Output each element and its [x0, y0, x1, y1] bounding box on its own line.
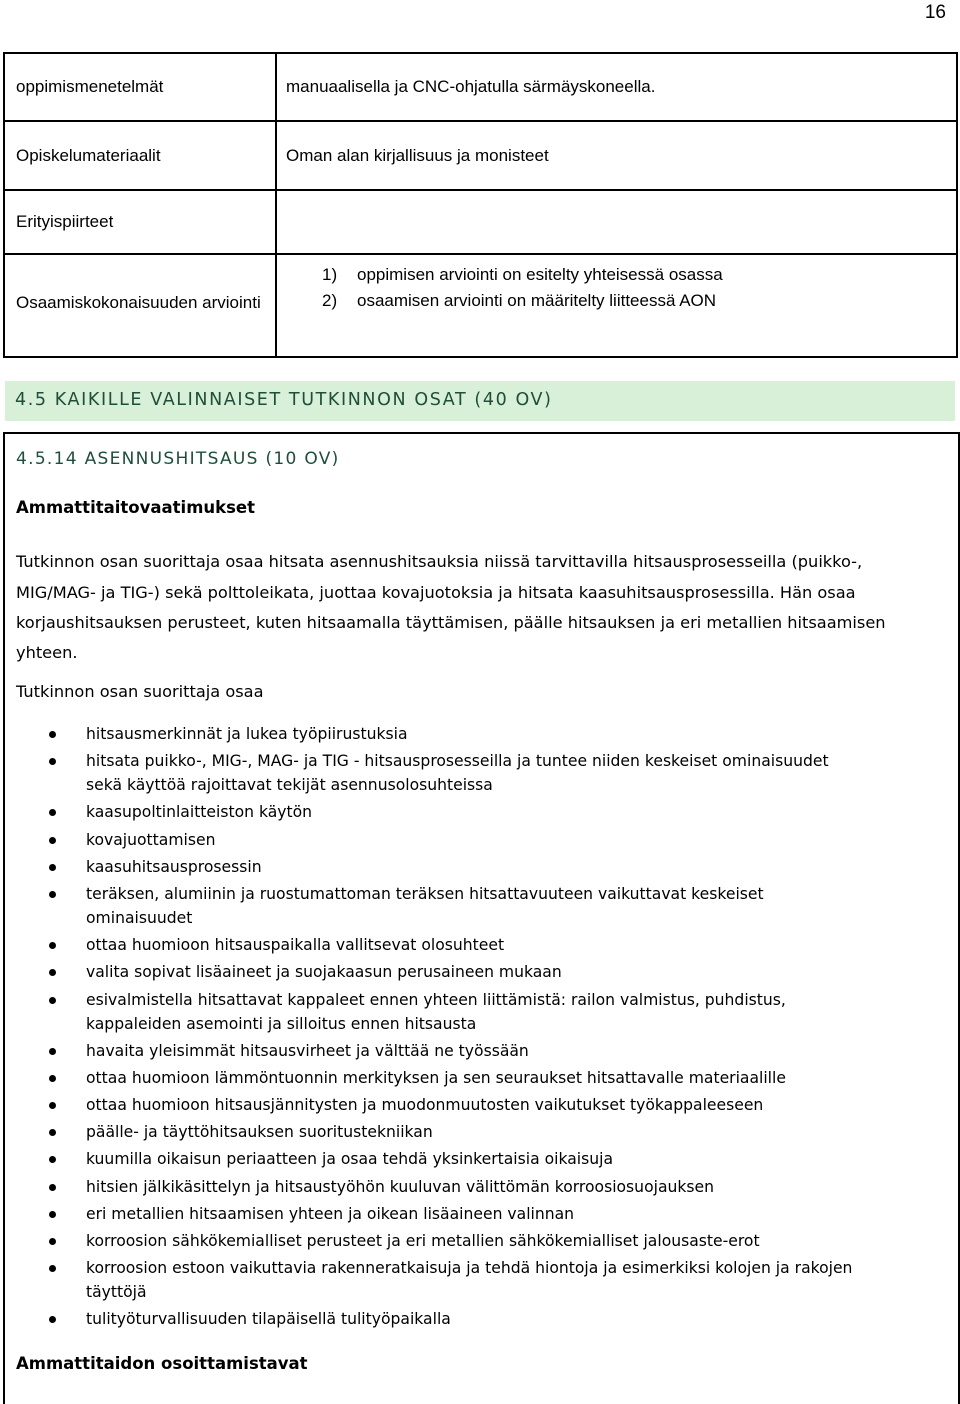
list-item-text: päälle- ja täyttöhitsauksen suoritustekniikan: [86, 1123, 433, 1142]
bullet-icon: [49, 1184, 56, 1191]
list-item: [5, 1120, 945, 1144]
requirements-title: Ammattitaitovaatimukset: [16, 498, 256, 517]
list-item: [5, 960, 945, 984]
list-item: [5, 1147, 945, 1171]
bullet-icon: [49, 731, 56, 738]
list-item: [5, 1256, 945, 1304]
list-item-text: esivalmistella hitsattavat kappaleet ennen yhteen liittämistä: railon valmistus, puhdistus,: [86, 990, 786, 1009]
list-item: [5, 1307, 945, 1331]
list-item: [5, 855, 945, 879]
list-item: [5, 1175, 945, 1199]
table-row: [4, 121, 957, 189]
bullet-icon: [49, 758, 56, 765]
list-item: [5, 722, 945, 746]
bullet-icon: [49, 997, 56, 1004]
table-row: [4, 254, 957, 357]
list-item: [5, 800, 945, 824]
list-item-text: hitsien jälkikäsittelyn ja hitsaustyöhön kuuluvan välittömän korroosiosuojauksen: [86, 1177, 715, 1196]
list-item: [5, 988, 945, 1036]
list-item: [5, 1039, 945, 1063]
bullet-icon: [49, 1238, 56, 1245]
list-item-text: korroosion estoon vaikuttavia rakenneratkaisuja ja tehdä hiontoja ja esimerkiksi kolojen ja rakojen: [86, 1259, 853, 1278]
section-heading: [5, 381, 955, 421]
assessment-label-cell: [4, 254, 276, 357]
bullet-icon: [49, 1102, 56, 1109]
list-item: [5, 1202, 945, 1226]
bullet-icon: [49, 1265, 56, 1272]
list-item: [286, 288, 945, 314]
bullet-icon: [49, 837, 56, 844]
section-heading-text: 4.5 KAIKILLE VALINNAISET TUTKINNON OSAT (40 OV): [15, 390, 553, 410]
method-label: oppimismenetelmät: [4, 53, 276, 121]
list-intro: Tutkinnon osan suorittaja osaa: [16, 682, 264, 701]
bullet-icon: [49, 1211, 56, 1218]
list-item-text: eri metallien hitsaamisen yhteen ja oikean lisäaineen valinnan: [86, 1204, 575, 1223]
list-item-text: kappaleiden asemointi ja silloitus ennen hitsausta: [86, 1014, 477, 1033]
list-item-text: teräksen, alumiinin ja ruostumattoman teräksen hitsattavuuteen vaikuttavat keskeiset: [86, 884, 764, 903]
list-item-text: kuumilla oikaisun periaatteen ja osaa tehdä yksinkertaisia oikaisuja: [86, 1150, 614, 1169]
assessment-label: Osaamiskokonaisuuden arviointi: [16, 292, 261, 312]
bullet-icon: [49, 969, 56, 976]
list-item: [5, 882, 945, 930]
assessment-value: [276, 254, 957, 357]
list-item: [5, 933, 945, 957]
content-box: [3, 432, 960, 1404]
bullet-icon: [49, 864, 56, 871]
material-value: Oman alan kirjallisuus ja monisteet: [276, 121, 957, 189]
item-text: oppimisen arviointi on esitelty yhteisessä osassa: [357, 264, 723, 284]
list-item: [5, 1229, 945, 1253]
table-row: [4, 190, 957, 254]
intro-line: Tutkinnon osan suorittaja osaa hitsata asennushitsauksia niissä tarvittavilla hitsausprosesseilla (puikko-,: [16, 552, 863, 571]
list-item: [286, 262, 945, 288]
list-item-text: kaasupoltinlaitteiston käytön: [86, 803, 313, 822]
intro-line: yhteen.: [16, 643, 78, 662]
bullet-icon: [49, 809, 56, 816]
list-item-text: ominaisuudet: [86, 908, 193, 927]
page-number: 16: [924, 2, 946, 23]
list-item: [5, 828, 945, 852]
list-item: [5, 1093, 945, 1117]
list-item-text: kaasuhitsausprosessin: [86, 857, 262, 876]
list-item-text: täyttöjä: [86, 1283, 147, 1302]
bullet-icon: [49, 942, 56, 949]
method-value: manuaalisella ja CNC-ohjatulla särmäyskoneella.: [276, 53, 957, 121]
intro-line: korjaushitsauksen perusteet, kuten hitsaamalla täyttämisen, päälle hitsauksen ja eri metallien hitsaamisen: [16, 613, 886, 632]
item-text: osaamisen arviointi on määritelty liitteessä AON: [357, 290, 717, 310]
assessment-list: [286, 262, 945, 314]
bullet-icon: [49, 1156, 56, 1163]
bullet-icon: [49, 1075, 56, 1082]
list-item-text: hitsata puikko-, MIG-, MAG- ja TIG - hitsausprosesseilla ja tuntee niiden keskeiset ominaisuudet: [86, 752, 829, 771]
list-item-text: tulityöturvallisuuden tilapäisellä tulityöpaikalla: [86, 1310, 451, 1329]
bullet-icon: [49, 1129, 56, 1136]
list-item: [5, 749, 945, 797]
bullet-icon: [49, 891, 56, 898]
table-row: [4, 53, 957, 121]
list-item: [5, 1066, 945, 1090]
material-label: Opiskelumateriaalit: [4, 121, 276, 189]
list-item-text: kovajuottamisen: [86, 830, 216, 849]
info-table: [3, 52, 958, 358]
item-number: 2): [322, 290, 338, 310]
list-item-text: havaita yleisimmät hitsausvirheet ja välttää ne työssään: [86, 1041, 529, 1060]
special-value: [276, 190, 957, 254]
item-number: 1): [322, 264, 338, 284]
list-item-text: valita sopivat lisäaineet ja suojakaasun perusaineen mukaan: [86, 963, 562, 982]
intro-line: MIG/MAG- ja TIG-) sekä polttoleikata, juottaa kovajuotoksia ja hitsata kaasuhitsausprosessilla. Hän osaa: [16, 583, 856, 602]
subsection-heading: 4.5.14 ASENNUSHITSAUS (10 OV): [16, 449, 340, 469]
list-item-text: ottaa huomioon lämmöntuonnin merkityksen ja sen seuraukset hitsattavalle materiaalille: [86, 1068, 786, 1087]
list-item-text: ottaa huomioon hitsausjännitysten ja muodonmuutosten vaikutukset työkappaleeseen: [86, 1096, 764, 1115]
demonstration-title: Ammattitaidon osoittamistavat: [16, 1354, 308, 1373]
bullet-icon: [49, 1316, 56, 1323]
list-item-text: ottaa huomioon hitsauspaikalla vallitsevat olosuhteet: [86, 936, 505, 955]
bullet-icon: [49, 1048, 56, 1055]
special-label: Erityispiirteet: [4, 190, 276, 254]
list-item-text: korroosion sähkökemialliset perusteet ja eri metallien sähkökemialliset jalousaste-erot: [86, 1232, 760, 1250]
skills-list: [5, 722, 945, 1335]
list-item-text: hitsausmerkinnät ja lukea työpiirustuksia: [86, 725, 408, 743]
list-item-text: sekä käyttöä rajoittavat tekijät asennusolosuhteissa: [86, 776, 493, 795]
